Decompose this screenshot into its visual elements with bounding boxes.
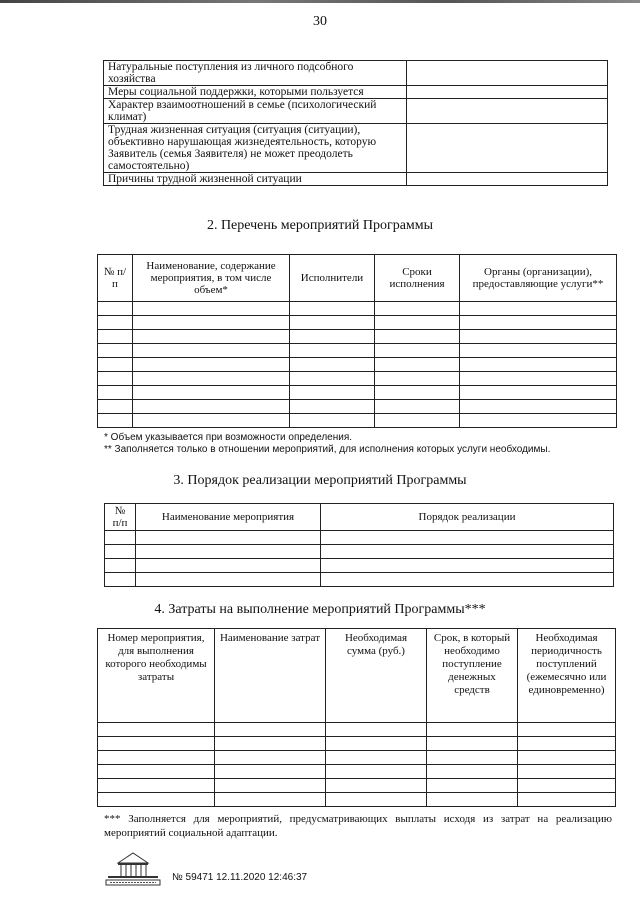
footnote: * Объем указывается при возможности определения. [104, 432, 353, 443]
situation-table [103, 60, 608, 186]
table-row [104, 99, 608, 124]
column-header: Порядок реализации [321, 504, 614, 531]
table-cell [407, 124, 608, 173]
column-header: Наименование мероприятия [136, 504, 321, 531]
column-header: Необходимая сумма (руб.) [326, 629, 427, 723]
column-header: Наименование затрат [215, 629, 326, 723]
section-title: 3. Порядок реализации мероприятий Программы [173, 473, 467, 488]
column-header: Необходимая периодичность поступлений (ежемесячно или единовременно) [518, 629, 616, 723]
table-cell: Меры социальной поддержки, которыми пользуется [104, 86, 407, 99]
table-row [98, 723, 616, 737]
table-row [98, 737, 616, 751]
table-row [98, 779, 616, 793]
document-id: № 59471 12.11.2020 12:46:37 [172, 872, 308, 883]
column-header: Сроки исполнения [375, 255, 460, 302]
building-emblem-icon [104, 850, 162, 886]
table-row [104, 173, 608, 186]
table-row [98, 765, 616, 779]
column-header: Номер мероприятия, для выполнения которого необходимы затраты [98, 629, 215, 723]
column-header: Исполнители [290, 255, 375, 302]
footnote: ** Заполняется только в отношении мероприятий, для исполнения которых услуги необходимы. [104, 444, 551, 455]
table-row [98, 400, 617, 414]
column-header: Срок, в который необходимо поступление денежных средств [427, 629, 518, 723]
table-row [98, 330, 617, 344]
table-row [98, 386, 617, 400]
column-header: № п/п [105, 504, 136, 531]
table-cell [407, 61, 608, 86]
table-cell: Характер взаимоотношений в семье (психологический климат) [104, 99, 407, 124]
column-header: № п/п [98, 255, 133, 302]
implementation-table [104, 503, 614, 587]
table-row [105, 559, 614, 573]
table-row [105, 545, 614, 559]
table-cell: Причины трудной жизненной ситуации [104, 173, 407, 186]
column-header: Наименование, содержание мероприятия, в том числе объем* [133, 255, 290, 302]
table-row [98, 344, 617, 358]
table-row [104, 61, 608, 86]
table-cell [407, 86, 608, 99]
table-cell: Натуральные поступления из личного подсобного хозяйства [104, 61, 407, 86]
table-header-row [98, 629, 616, 723]
table-row [98, 316, 617, 330]
table-cell [407, 99, 608, 124]
table-header-row [105, 504, 614, 531]
costs-table [97, 628, 616, 807]
table-row [98, 751, 616, 765]
table-row [98, 414, 617, 428]
table-row [104, 124, 608, 173]
table-row [98, 372, 617, 386]
table-row [98, 302, 617, 316]
activities-table [97, 254, 617, 428]
table-row [105, 573, 614, 587]
section-title: 2. Перечень мероприятий Программы [206, 218, 434, 233]
table-header-row [98, 255, 617, 302]
section-title: 4. Затраты на выполнение мероприятий Программы*** [154, 602, 486, 617]
footnote: *** Заполняется для мероприятий, предусматривающих выплаты исходя из затрат на реализацию мероприятий социальной адаптации. [104, 813, 612, 839]
table-row [98, 358, 617, 372]
column-header: Органы (организации), предоставляющие услуги** [460, 255, 617, 302]
table-row [105, 531, 614, 545]
table-cell [407, 173, 608, 186]
scan-edge [0, 0, 640, 3]
table-row [104, 86, 608, 99]
page-number: 30 [313, 14, 327, 29]
table-cell: Трудная жизненная ситуация (ситуация (ситуации), объективно нарушающая жизнедеятельность, которую Заявитель (семья Заявителя) не может преодолеть самостоятельно) [104, 124, 407, 173]
table-row [98, 793, 616, 807]
